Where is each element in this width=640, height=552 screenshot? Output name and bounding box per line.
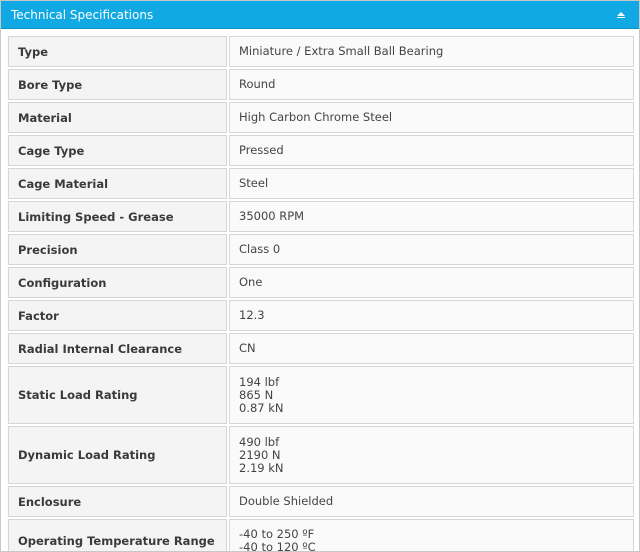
table-row bbox=[8, 333, 634, 364]
spec-label: Radial Internal Clearance bbox=[8, 333, 227, 364]
spec-label: Cage Material bbox=[8, 168, 227, 199]
table-row bbox=[8, 201, 634, 232]
spec-value-line: -40 to 250 ºF bbox=[239, 527, 315, 541]
spec-value-line: Pressed bbox=[239, 143, 284, 157]
spec-label: Precision bbox=[8, 234, 227, 265]
spec-value bbox=[229, 69, 634, 100]
specs-table-body bbox=[8, 36, 634, 552]
spec-value-line: 865 N bbox=[239, 387, 274, 402]
table-row bbox=[8, 486, 634, 517]
table-row bbox=[8, 69, 634, 100]
table-row bbox=[8, 168, 634, 199]
spec-label: Configuration bbox=[8, 267, 227, 298]
table-row bbox=[8, 519, 634, 552]
spec-value bbox=[229, 135, 634, 166]
spec-value bbox=[229, 234, 634, 265]
spec-label: Bore Type bbox=[8, 69, 227, 100]
spec-value bbox=[229, 333, 634, 364]
table-row bbox=[8, 426, 634, 484]
spec-value-line: High Carbon Chrome Steel bbox=[239, 110, 393, 124]
spec-value-line: Round bbox=[239, 77, 276, 91]
spec-value bbox=[229, 366, 634, 424]
spec-value-line: 194 lbf bbox=[239, 374, 280, 389]
spec-value-line: -40 to 120 ºC bbox=[239, 540, 316, 552]
spec-label: Factor bbox=[8, 300, 227, 331]
collapse-up-icon[interactable] bbox=[615, 9, 627, 21]
table-row bbox=[8, 300, 634, 331]
spec-label: Enclosure bbox=[8, 486, 227, 517]
spec-value-line: 490 lbf bbox=[239, 434, 280, 449]
spec-label: Limiting Speed - Grease bbox=[8, 201, 227, 232]
spec-value-line: 2.19 kN bbox=[239, 460, 284, 475]
spec-value-line: Class 0 bbox=[239, 242, 281, 256]
table-row bbox=[8, 366, 634, 424]
spec-value-line: Steel bbox=[239, 176, 269, 190]
spec-value bbox=[229, 102, 634, 133]
panel-header[interactable] bbox=[1, 1, 639, 29]
spec-value bbox=[229, 426, 634, 484]
spec-value-line: Miniature / Extra Small Ball Bearing bbox=[239, 44, 444, 58]
spec-label: Operating Temperature Range bbox=[8, 519, 227, 552]
spec-value bbox=[229, 486, 634, 517]
spec-value bbox=[229, 168, 634, 199]
spec-label: Cage Type bbox=[8, 135, 227, 166]
spec-value-line: 12.3 bbox=[239, 308, 265, 322]
spec-label: Type bbox=[8, 36, 227, 67]
spec-value-line: Double Shielded bbox=[239, 494, 334, 508]
table-row bbox=[8, 267, 634, 298]
spec-label: Dynamic Load Rating bbox=[8, 426, 227, 484]
table-row bbox=[8, 234, 634, 265]
spec-value-line: CN bbox=[239, 341, 256, 355]
spec-value-line: One bbox=[239, 275, 263, 289]
spec-label: Static Load Rating bbox=[8, 366, 227, 424]
specs-table bbox=[6, 34, 636, 552]
table-row bbox=[8, 135, 634, 166]
table-row bbox=[8, 102, 634, 133]
spec-value bbox=[229, 267, 634, 298]
spec-label: Material bbox=[8, 102, 227, 133]
spec-value bbox=[229, 36, 634, 67]
spec-value-line: 2190 N bbox=[239, 447, 281, 462]
table-row bbox=[8, 36, 634, 67]
spec-value bbox=[229, 201, 634, 232]
spec-value-line: 35000 RPM bbox=[239, 209, 305, 223]
spec-value-line: 0.87 kN bbox=[239, 400, 284, 415]
specs-table-wrapper bbox=[6, 34, 636, 552]
spec-value bbox=[229, 519, 634, 552]
panel-title: Technical Specifications bbox=[11, 7, 154, 22]
spec-value bbox=[229, 300, 634, 331]
